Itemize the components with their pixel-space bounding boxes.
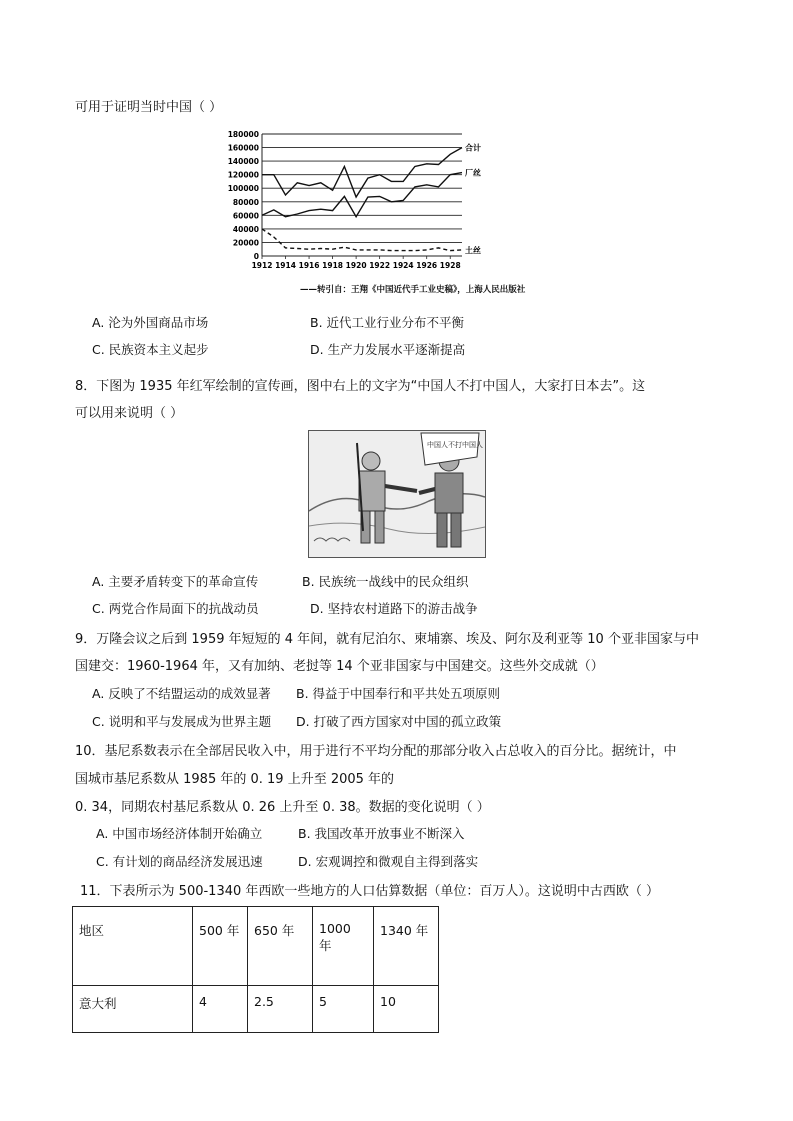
x-tick-label: 1924	[392, 261, 414, 270]
x-tick-label: 1928	[439, 261, 461, 270]
table-cell: 意大利	[73, 986, 193, 1033]
y-tick-label: 80000	[232, 197, 259, 207]
y-tick-label: 100000	[227, 184, 259, 194]
table-cell: 10	[374, 986, 439, 1033]
series-label: 土丝	[465, 245, 481, 255]
q9-option-c[interactable]: C. 说明和平与发展成为世界主题	[92, 714, 272, 729]
q7-option-c[interactable]: C. 民族资本主义起步	[92, 342, 209, 357]
q9-option-a[interactable]: A. 反映了不结盟运动的成效显著	[92, 686, 271, 701]
table-header-cell: 650 年	[248, 907, 313, 986]
series-line-1	[262, 148, 462, 197]
y-tick-label: 20000	[232, 238, 259, 248]
x-tick-label: 1922	[369, 261, 391, 270]
table-header-cell: 地区	[73, 907, 193, 986]
x-tick-label: 1926	[416, 261, 438, 270]
q7-option-a[interactable]: A. 沦为外国商品市场	[92, 315, 209, 330]
chart-source: ——转引自：王翔《中国近代手工业史稿》，上海人民出版社	[300, 285, 526, 295]
q8-stem-line1: 8．下图为 1935 年红军绘制的宣传画，图中右上的文字为“中国人不打中国人，大家打日本去”。这	[75, 379, 646, 394]
q8-stem-line2: 可以用来说明（ ）	[75, 406, 184, 421]
y-tick-label: 0	[253, 252, 259, 261]
q7-option-d[interactable]: D. 生产力发展水平逐渐提高	[310, 342, 466, 357]
q10-stem-line1: 10．基尼系数表示在全部居民收入中，用于进行不平均分配的那部分收入占总收入的百分比。据统计，中	[75, 744, 677, 759]
q10-stem-line2: 国城市基尼系数从 1985 年的 0. 19 上升至 2005 年的	[75, 772, 395, 787]
q10-option-c[interactable]: C. 有计划的商品经济发展迅速	[96, 854, 263, 869]
y-tick-label: 60000	[232, 211, 259, 221]
series-label: 合计	[465, 143, 481, 153]
q8-option-d[interactable]: D. 坚持农村道路下的游击战争	[310, 601, 478, 616]
table-cell: 5	[313, 986, 374, 1033]
q10-stem-line3: 0. 34，同期农村基尼系数从 0. 26 上升至 0. 38。数据的变化说明（ ）	[75, 800, 490, 815]
q11-stem: 11．下表所示为 500-1340 年西欧一些地方的人口估算数据（单位：百万人）。这说明中古西欧（ ）	[80, 884, 660, 899]
table-row	[73, 986, 439, 1033]
y-tick-label: 140000	[227, 157, 259, 167]
series-line-2	[262, 173, 462, 217]
series-line-3	[262, 229, 462, 251]
q7-option-b[interactable]: B. 近代工业行业分布不平衡	[310, 315, 465, 330]
q10-option-a[interactable]: A. 中国市场经济体制开始确立	[96, 826, 263, 841]
q10-option-b[interactable]: B. 我国改革开放事业不断深入	[298, 826, 465, 841]
table-cell: 4	[193, 986, 248, 1033]
table-cell: 2.5	[248, 986, 313, 1033]
poster-slogan: 中国人不打中国人	[427, 441, 483, 449]
table-header-row	[73, 907, 439, 986]
q8-option-b[interactable]: B. 民族统一战线中的民众组织	[302, 574, 469, 589]
silk-output-line-chart	[216, 128, 588, 298]
x-tick-label: 1920	[345, 261, 367, 270]
table-header-cell: 500 年	[193, 907, 248, 986]
x-tick-label: 1914	[275, 261, 296, 270]
population-table	[72, 906, 439, 1033]
x-tick-label: 1918	[322, 261, 344, 270]
q8-option-a[interactable]: A. 主要矛盾转变下的革命宣传	[92, 574, 259, 589]
q8-option-c[interactable]: C. 两党合作局面下的抗战动员	[92, 601, 259, 616]
y-tick-label: 120000	[227, 170, 259, 180]
q9-option-b[interactable]: B. 得益于中国奉行和平共处五项原则	[296, 686, 501, 701]
q10-option-d[interactable]: D. 宏观调控和微观自主得到落实	[298, 854, 479, 869]
q9-stem-line2: 国建交：1960-1964 年，又有加纳、老挝等 14 个亚非国家与中国建交。这些外交成就（）	[75, 659, 604, 674]
x-tick-label: 1916	[298, 261, 320, 270]
x-tick-label: 1912	[251, 261, 273, 270]
y-tick-label: 160000	[227, 143, 259, 153]
series-label: 厂丝	[465, 168, 481, 178]
y-tick-label: 180000	[227, 130, 259, 139]
table-header-cell: 1340 年	[374, 907, 439, 986]
y-tick-label: 40000	[232, 224, 259, 234]
table-header-cell: 1000 年	[313, 907, 374, 986]
propaganda-poster-image	[308, 430, 486, 558]
q7-stem: 可用于证明当时中国（ ）	[75, 100, 223, 115]
q9-stem-line1: 9．万隆会议之后到 1959 年短短的 4 年间，就有尼泊尔、柬埔寨、埃及、阿尔及利亚等 10 个亚非国家与中	[75, 632, 699, 647]
q9-option-d[interactable]: D. 打破了西方国家对中国的孤立政策	[296, 714, 502, 729]
